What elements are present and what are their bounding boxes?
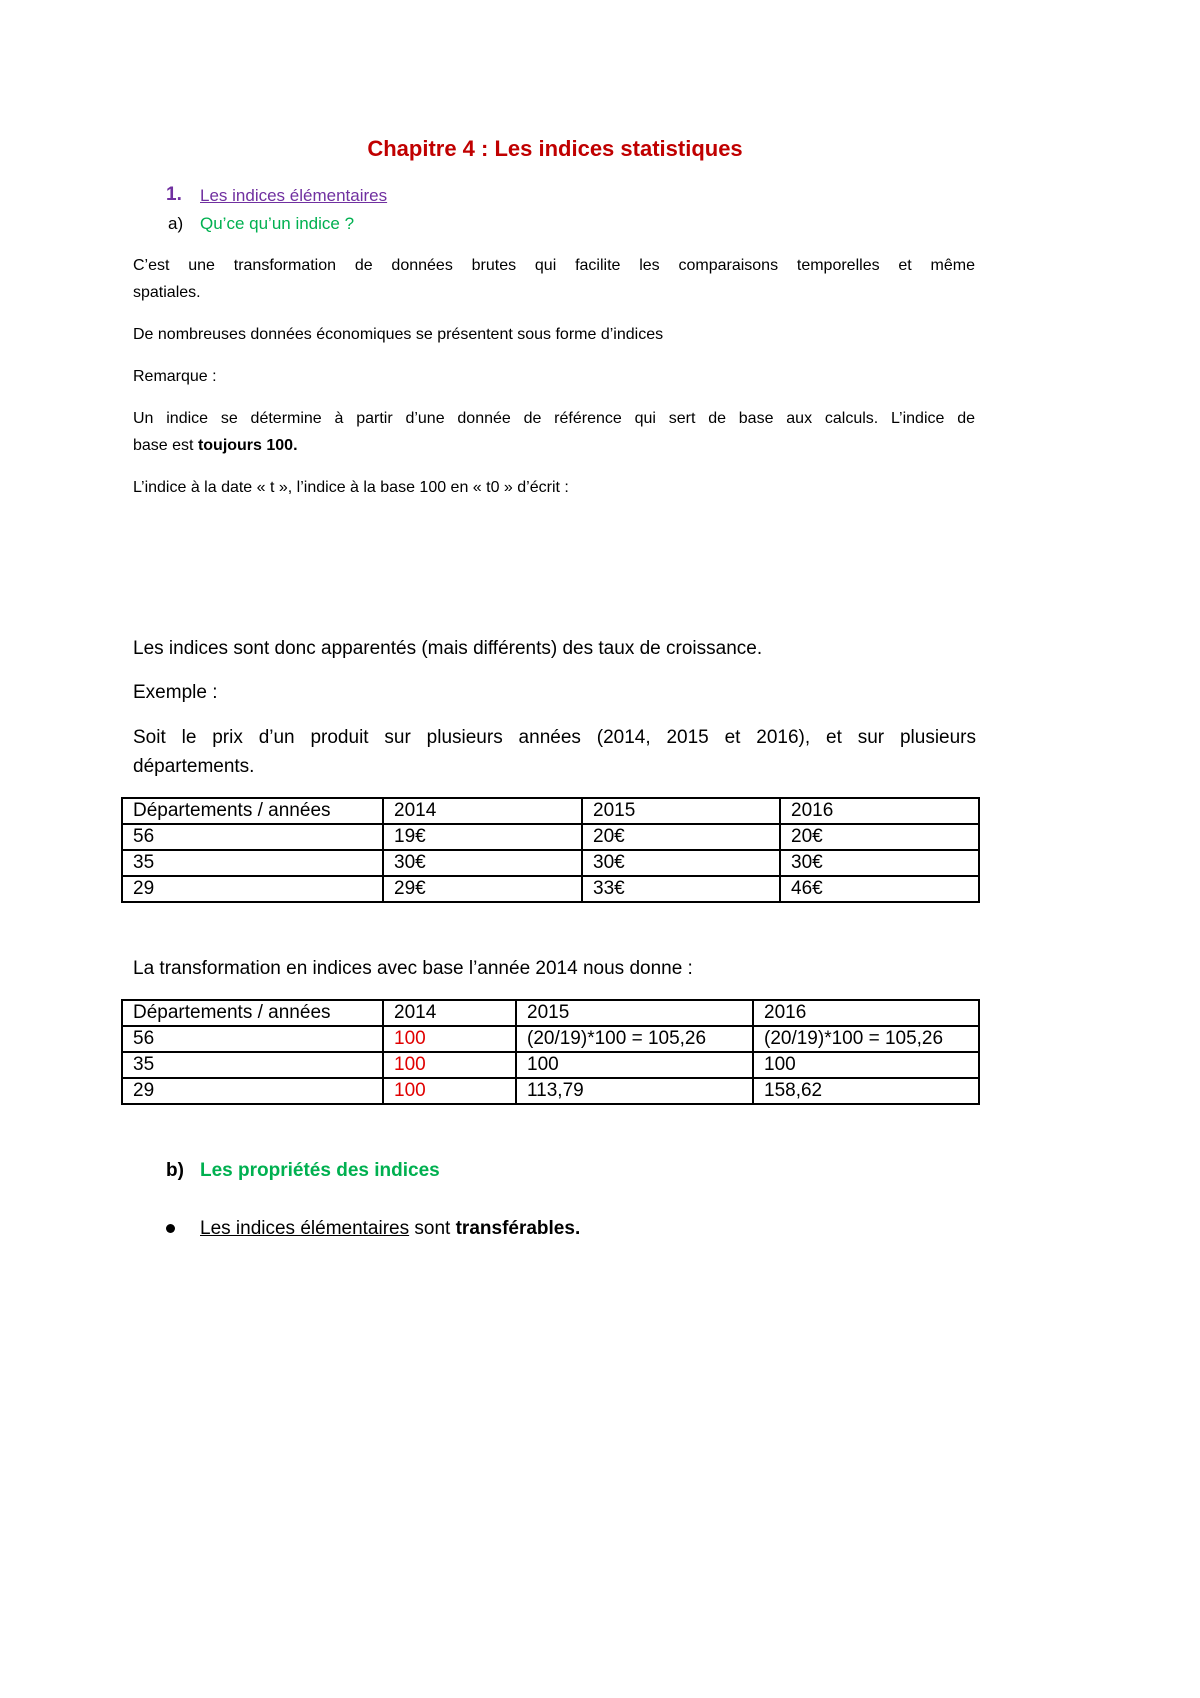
- table-cell: 33€: [582, 876, 780, 902]
- paragraph-remark-line2: [133, 432, 298, 459]
- header-cell: 2014: [383, 798, 582, 824]
- table-cell: 56: [122, 1026, 383, 1052]
- remark-label: Remarque :: [133, 368, 217, 385]
- table-cell: 30€: [780, 850, 979, 876]
- base-index-cell: 100: [383, 1026, 516, 1052]
- table-cell: 30€: [383, 850, 582, 876]
- subsection-letter: a): [168, 214, 184, 233]
- paragraph-formula-intro: L’indice à la date « t », l’indice à la base 100 en « t0 » d’écrit :: [133, 479, 569, 496]
- header-cell: 2015: [516, 1000, 753, 1026]
- paragraph-example-line2: départements.: [133, 756, 255, 777]
- table-cell: 35: [122, 850, 383, 876]
- subsection-b-letter: b): [166, 1160, 184, 1181]
- table-cell: 46€: [780, 876, 979, 902]
- paragraph-economic-data: De nombreuses données économiques se présentent sous forme d’indices: [133, 326, 664, 343]
- table-cell: 30€: [582, 850, 780, 876]
- header-cell: 2016: [780, 798, 979, 824]
- subsection-heading: Qu’ce qu’un indice ?: [200, 214, 355, 233]
- base-index-cell: 100: [383, 1052, 516, 1078]
- table-cell: 20€: [780, 824, 979, 850]
- table-cell: 35: [122, 1052, 383, 1078]
- section-heading: Les indices élémentaires: [200, 186, 388, 205]
- table-header-row: [122, 1000, 979, 1026]
- paragraph-remark-line1: Un indice se détermine à partir d’une donnée de référence qui sert de base aux calculs. L’indice de: [133, 410, 975, 427]
- table-row: [122, 876, 979, 902]
- table-cell: (20/19)*100 = 105,26: [516, 1026, 753, 1052]
- header-cell: 2016: [753, 1000, 979, 1026]
- table-cell: 56: [122, 824, 383, 850]
- remark-bold: toujours 100.: [197, 437, 298, 454]
- table-row: [122, 850, 979, 876]
- paragraph-example-line1: Soit le prix d’un produit sur plusieurs années (2014, 2015 et 2016), et sur plusieurs: [133, 727, 976, 748]
- table-row: [122, 1078, 979, 1104]
- table-cell: 20€: [582, 824, 780, 850]
- table-cell: 29: [122, 1078, 383, 1104]
- table-cell: 158,62: [753, 1078, 979, 1104]
- bullet-bold: transférables.: [455, 1218, 581, 1239]
- paragraph-definition-line1: C’est une transformation de données brutes qui facilite les comparaisons temporelles et même: [133, 257, 975, 274]
- header-cell: Départements / années: [122, 798, 383, 824]
- table-cell: 100: [753, 1052, 979, 1078]
- header-cell: Départements / années: [122, 1000, 383, 1026]
- base-index-cell: 100: [383, 1078, 516, 1104]
- table-cell: 19€: [383, 824, 582, 850]
- header-cell: 2014: [383, 1000, 516, 1026]
- table-cell: 29: [122, 876, 383, 902]
- prices-table: [121, 797, 980, 903]
- bullet-middle: sont: [409, 1218, 456, 1239]
- table-row: [122, 1052, 979, 1078]
- paragraph-growth-rates: Les indices sont donc apparentés (mais différents) des taux de croissance.: [133, 638, 763, 659]
- table-row: [122, 1026, 979, 1052]
- table-cell: 113,79: [516, 1078, 753, 1104]
- table-cell: (20/19)*100 = 105,26: [753, 1026, 979, 1052]
- table-cell: 29€: [383, 876, 582, 902]
- subsection-b-heading: Les propriétés des indices: [200, 1160, 440, 1181]
- remark-prefix: base est: [133, 437, 198, 454]
- indices-table: [121, 999, 980, 1105]
- bullet-item: [200, 1218, 580, 1240]
- page-title: Chapitre 4 : Les indices statistiques: [367, 136, 743, 161]
- table-row: [122, 824, 979, 850]
- table-header-row: [122, 798, 979, 824]
- header-cell: 2015: [582, 798, 780, 824]
- paragraph-definition-line2: spatiales.: [133, 284, 201, 301]
- paragraph-transformation: La transformation en indices avec base l’année 2014 nous donne :: [133, 958, 693, 979]
- bullet-icon: [166, 1224, 175, 1233]
- example-label: Exemple :: [133, 682, 218, 703]
- bullet-underlined: Les indices élémentaires: [200, 1218, 410, 1239]
- table-cell: 100: [516, 1052, 753, 1078]
- section-number: 1.: [166, 184, 182, 205]
